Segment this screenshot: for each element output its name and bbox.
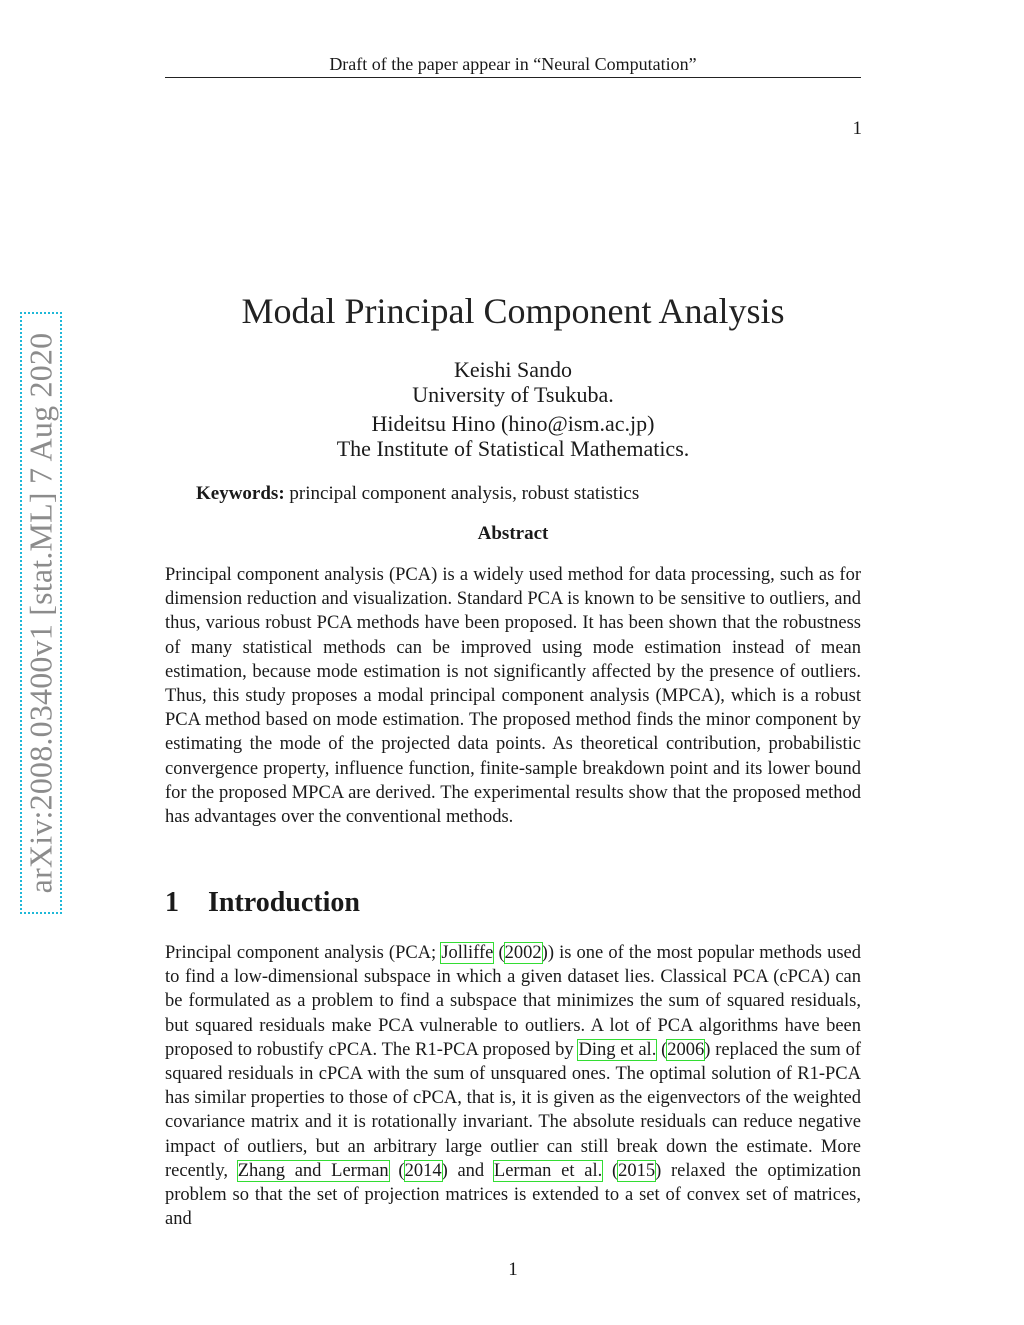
- intro-text: ) and: [441, 1160, 494, 1181]
- keywords-text: principal component analysis, robust statistics: [289, 483, 640, 504]
- author-affiliation: The Institute of Statistical Mathematics.: [336, 436, 690, 461]
- citation-link[interactable]: 2015: [618, 1160, 656, 1181]
- intro-text: (: [493, 943, 505, 963]
- author-affiliation: University of Tsukuba.: [412, 382, 614, 407]
- page-number-top: 1: [852, 118, 862, 139]
- header-rule: [165, 77, 861, 78]
- section-title: Introduction: [208, 887, 360, 918]
- intro-text: (: [656, 1039, 668, 1060]
- intro-text: (: [602, 1160, 619, 1181]
- section-heading-introduction: [165, 887, 360, 919]
- citation-link[interactable]: Ding et al.: [578, 1039, 657, 1060]
- abstract-heading: Abstract: [477, 523, 549, 544]
- arxiv-identifier[interactable]: arXiv:2008.03400v1 [stat.ML] 7 Aug 2020: [22, 332, 59, 894]
- paper-title: Modal Principal Component Analysis: [241, 291, 785, 331]
- citation-link[interactable]: Jolliffe: [441, 943, 494, 963]
- section-number: 1: [165, 887, 179, 918]
- citation-link[interactable]: Zhang and Lerman: [237, 1160, 389, 1181]
- author-name: Hideitsu Hino (hino@ism.ac.jp): [371, 411, 655, 436]
- introduction-paragraph: [165, 941, 861, 1231]
- citation-link[interactable]: 2002: [504, 943, 542, 963]
- author-block: [165, 357, 861, 461]
- abstract-text: Principal component analysis (PCA) is a widely used method for data processing, such as for dimension reduction and visualization. Standard PCA is known to be sensitive to outliers, and thus, various robust PCA methods have been proposed. It has been shown that the robustness of many statistical methods can be improved using mode estimation instead of mean estimation, because mode estimation is not significantly affected by the presence of outliers. Thus, this study proposes a modal principal component analysis (MPCA), which is a robust PCA method based on mode estimation. The proposed method finds the minor component by estimating the mode of the projected data points. As theoretical contribution, probabilistic convergence property, influence function, finite-sample breakdown point and its lower bound for the proposed MPCA are derived. The experimental results show that the proposed method has advantages over the conventional methods.: [165, 565, 861, 828]
- citation-link[interactable]: Lerman et al.: [493, 1160, 603, 1181]
- intro-text: ) replaced the sum of squared residuals in cPCA with the sum of unsquared ones. The optimal solution of R1-PCA has similar properties to those of cPCA, that is, it is given as the eigenvectors of the weighted covariance matrix and it is rotationally invariant. The absolute residuals can reduce negative impact of outliers, but an arbitrary large outlier can still break down the estimate. More recently,: [165, 1039, 861, 1181]
- intro-text: Principal component analysis (PCA;: [165, 943, 442, 963]
- intro-text: ) relaxed the optimization problem so that the set of projection matrices is extended to a set of convex set of matrices, and: [165, 1160, 861, 1230]
- running-head: Draft of the paper appear in “Neural Computation”: [329, 54, 697, 74]
- intro-text: (: [388, 1160, 405, 1181]
- keywords-line: [196, 483, 639, 505]
- page-number-bottom: 1: [508, 1259, 518, 1280]
- citation-link[interactable]: 2006: [667, 1039, 705, 1060]
- citation-link[interactable]: 2014: [404, 1160, 442, 1181]
- keywords-label: Keywords:: [196, 483, 285, 504]
- author-name: Keishi Sando: [454, 357, 572, 382]
- intro-text: )) is one of the most popular methods used to find a low-dimensional subspace in which a given dataset lies. Classical PCA (cPCA) can be formulated as a problem to find a subspace that minimizes the sum of squared residuals, but squared residuals make PCA vulnerable to outliers. A lot of PCA algorithms have been proposed to robustify cPCA. The R1-PCA proposed by: [165, 943, 861, 1060]
